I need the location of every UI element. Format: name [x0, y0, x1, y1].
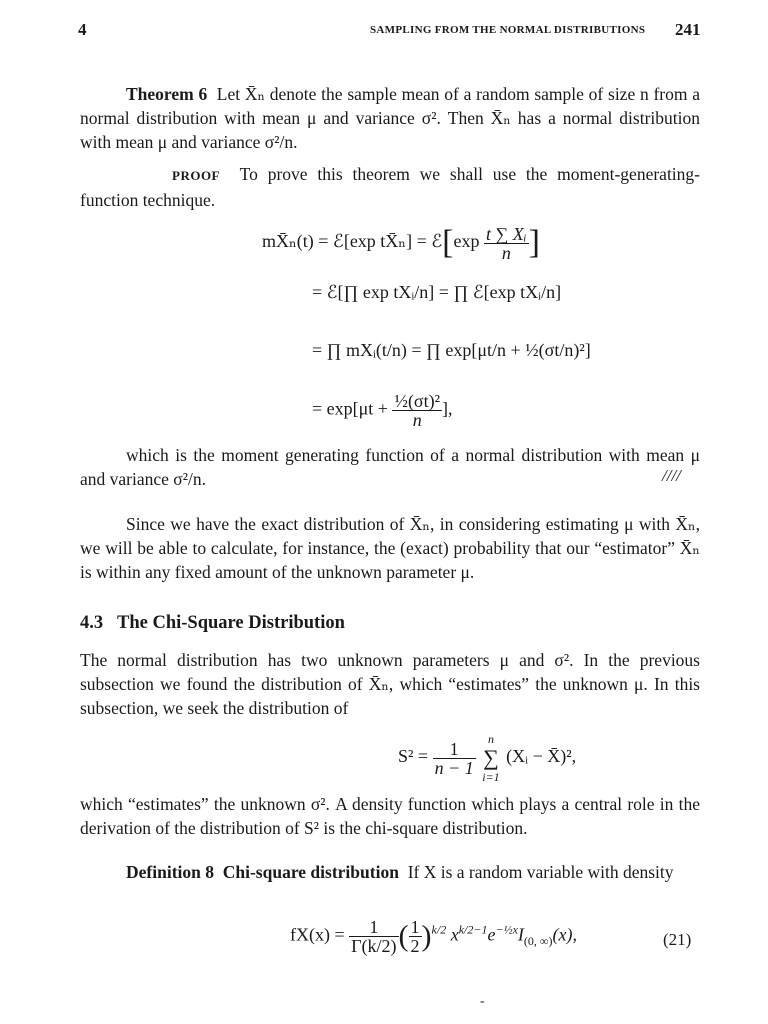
s2-lhs: S² =: [398, 746, 429, 767]
s2-sum-sign: ∑: [483, 745, 499, 770]
density-power: k/2: [431, 922, 447, 937]
definition-name: Chi-square distribution: [222, 862, 399, 882]
mgf-equation-line3: = ∏ mXᵢ(t/n) = ∏ exp[μt/n + ½(σt/n)²]: [312, 340, 591, 360]
theorem-text: Let X̄ₙ denote the sample mean of a random sample of size n from a normal distribution with mean μ and variance σ². Then X̄ₙ has a normal distribution with mean μ and variance σ²/n.: [80, 84, 701, 152]
density-indicator: I: [517, 924, 524, 945]
density-x-power: k/2−1: [458, 922, 488, 937]
paragraph-chi-square: which “estimates” the unknown σ². A density function which plays a central role in the derivation of the distribution of S² is the chi-square distribution.: [80, 794, 700, 838]
running-title: SAMPLING FROM THE NORMAL DISTRIBUTIONS: [370, 24, 646, 36]
s2-rhs: (Xᵢ − X̄)²,: [506, 746, 577, 767]
mgf-line4-num: ½(σt)²: [394, 391, 441, 411]
density-x: x: [450, 924, 459, 945]
chi-square-density-equation: fX(x) = $\frac{1}{\Gamma(k/2)}$ ( $\frac{1}{2}$ )$^{k/2}$ $x^{k/2-1}e^{-\frac{1}{2}x}I_{(0, \infty)}(x)$,: [290, 917, 577, 956]
mgf-line1-lhs: mX̄ₙ(t) = ℰ[exp tX̄ₙ] = ℰ: [262, 231, 443, 252]
section-number: 4.3: [80, 613, 104, 633]
paragraph-estimator-text: Since we have the exact distribution of X̄ₙ, in considering estimating μ with X̄ₙ, we will be able to calculate, for instance, the (exact) probability that our “estimator” X̄ₙ is within any fixed amount of the unknown parameter μ.: [80, 514, 700, 582]
density-indicator-sub: (0, ∞): [523, 934, 553, 949]
mgf-line1-den: n: [501, 242, 511, 263]
density-frac-num: 1: [349, 918, 398, 937]
mgf-equation-line1: mX̄ₙ(t) = ℰ[exp tX̄ₙ] = ℰ[exp $\frac{\text{t ∑ Xᵢ}}{n}$ ]: [262, 223, 540, 263]
paragraph-estimator: [80, 512, 700, 584]
section-heading: [80, 613, 345, 634]
qed-mark: ////: [662, 466, 681, 485]
sample-variance-equation: [398, 730, 576, 786]
equation-number: (21): [663, 930, 692, 949]
s2-sum-lower: i=1: [482, 770, 500, 784]
density-half-num: 1: [410, 917, 420, 937]
definition-text: If X is a random variable with density: [407, 862, 674, 882]
density-half-den: 2: [410, 936, 420, 956]
footer-mark: -: [480, 994, 485, 1009]
mgf-line1-exp: exp: [453, 231, 480, 252]
chapter-number: 4: [78, 20, 87, 39]
density-arg: (x),: [552, 924, 577, 945]
paragraph-intro: The normal distribution has two unknown parameters μ and σ². In the previous subsection we found the distribution of X̄ₙ, which “estimates” the unknown μ. In this subsection, we seek the distribution of: [80, 650, 700, 718]
density-e-power: −½x: [495, 922, 518, 937]
mgf-line4-b: ],: [442, 398, 453, 419]
theorem-block: [80, 82, 700, 154]
density-e: e: [487, 924, 496, 945]
page-number: 241: [675, 20, 701, 39]
definition-label: Definition 8: [126, 862, 214, 882]
theorem-label: Theorem 6: [126, 84, 208, 104]
proof-label: PROOF: [172, 168, 220, 183]
s2-frac-den: n − 1: [434, 757, 474, 778]
mgf-equation-line2: = ℰ[∏ exp tXᵢ/n] = ∏ ℰ[exp tXᵢ/n]: [312, 282, 562, 302]
proof-conclusion: [80, 443, 700, 491]
s2-sum-upper: n: [487, 732, 494, 746]
proof-text: To prove this theorem we shall use the moment-generating-function technique.: [80, 164, 700, 210]
mgf-line4-den: n: [412, 410, 422, 430]
mgf-line1-num: t ∑ Xᵢ: [485, 223, 527, 244]
s2-frac-num: 1: [433, 740, 476, 759]
definition-block: [80, 860, 700, 884]
density-lhs: fX(x) =: [290, 924, 345, 945]
proof-conclusion-text: which is the moment generating function of a normal distribution with mean μ and variance σ²/n.: [80, 445, 700, 489]
density-frac-den: Γ(k/2): [351, 936, 397, 956]
mgf-line4-a: = exp[μt +: [312, 398, 388, 419]
proof-block: [80, 162, 700, 212]
section-title: The Chi-Square Distribution: [117, 613, 345, 633]
mgf-equation-line4: [312, 392, 453, 429]
